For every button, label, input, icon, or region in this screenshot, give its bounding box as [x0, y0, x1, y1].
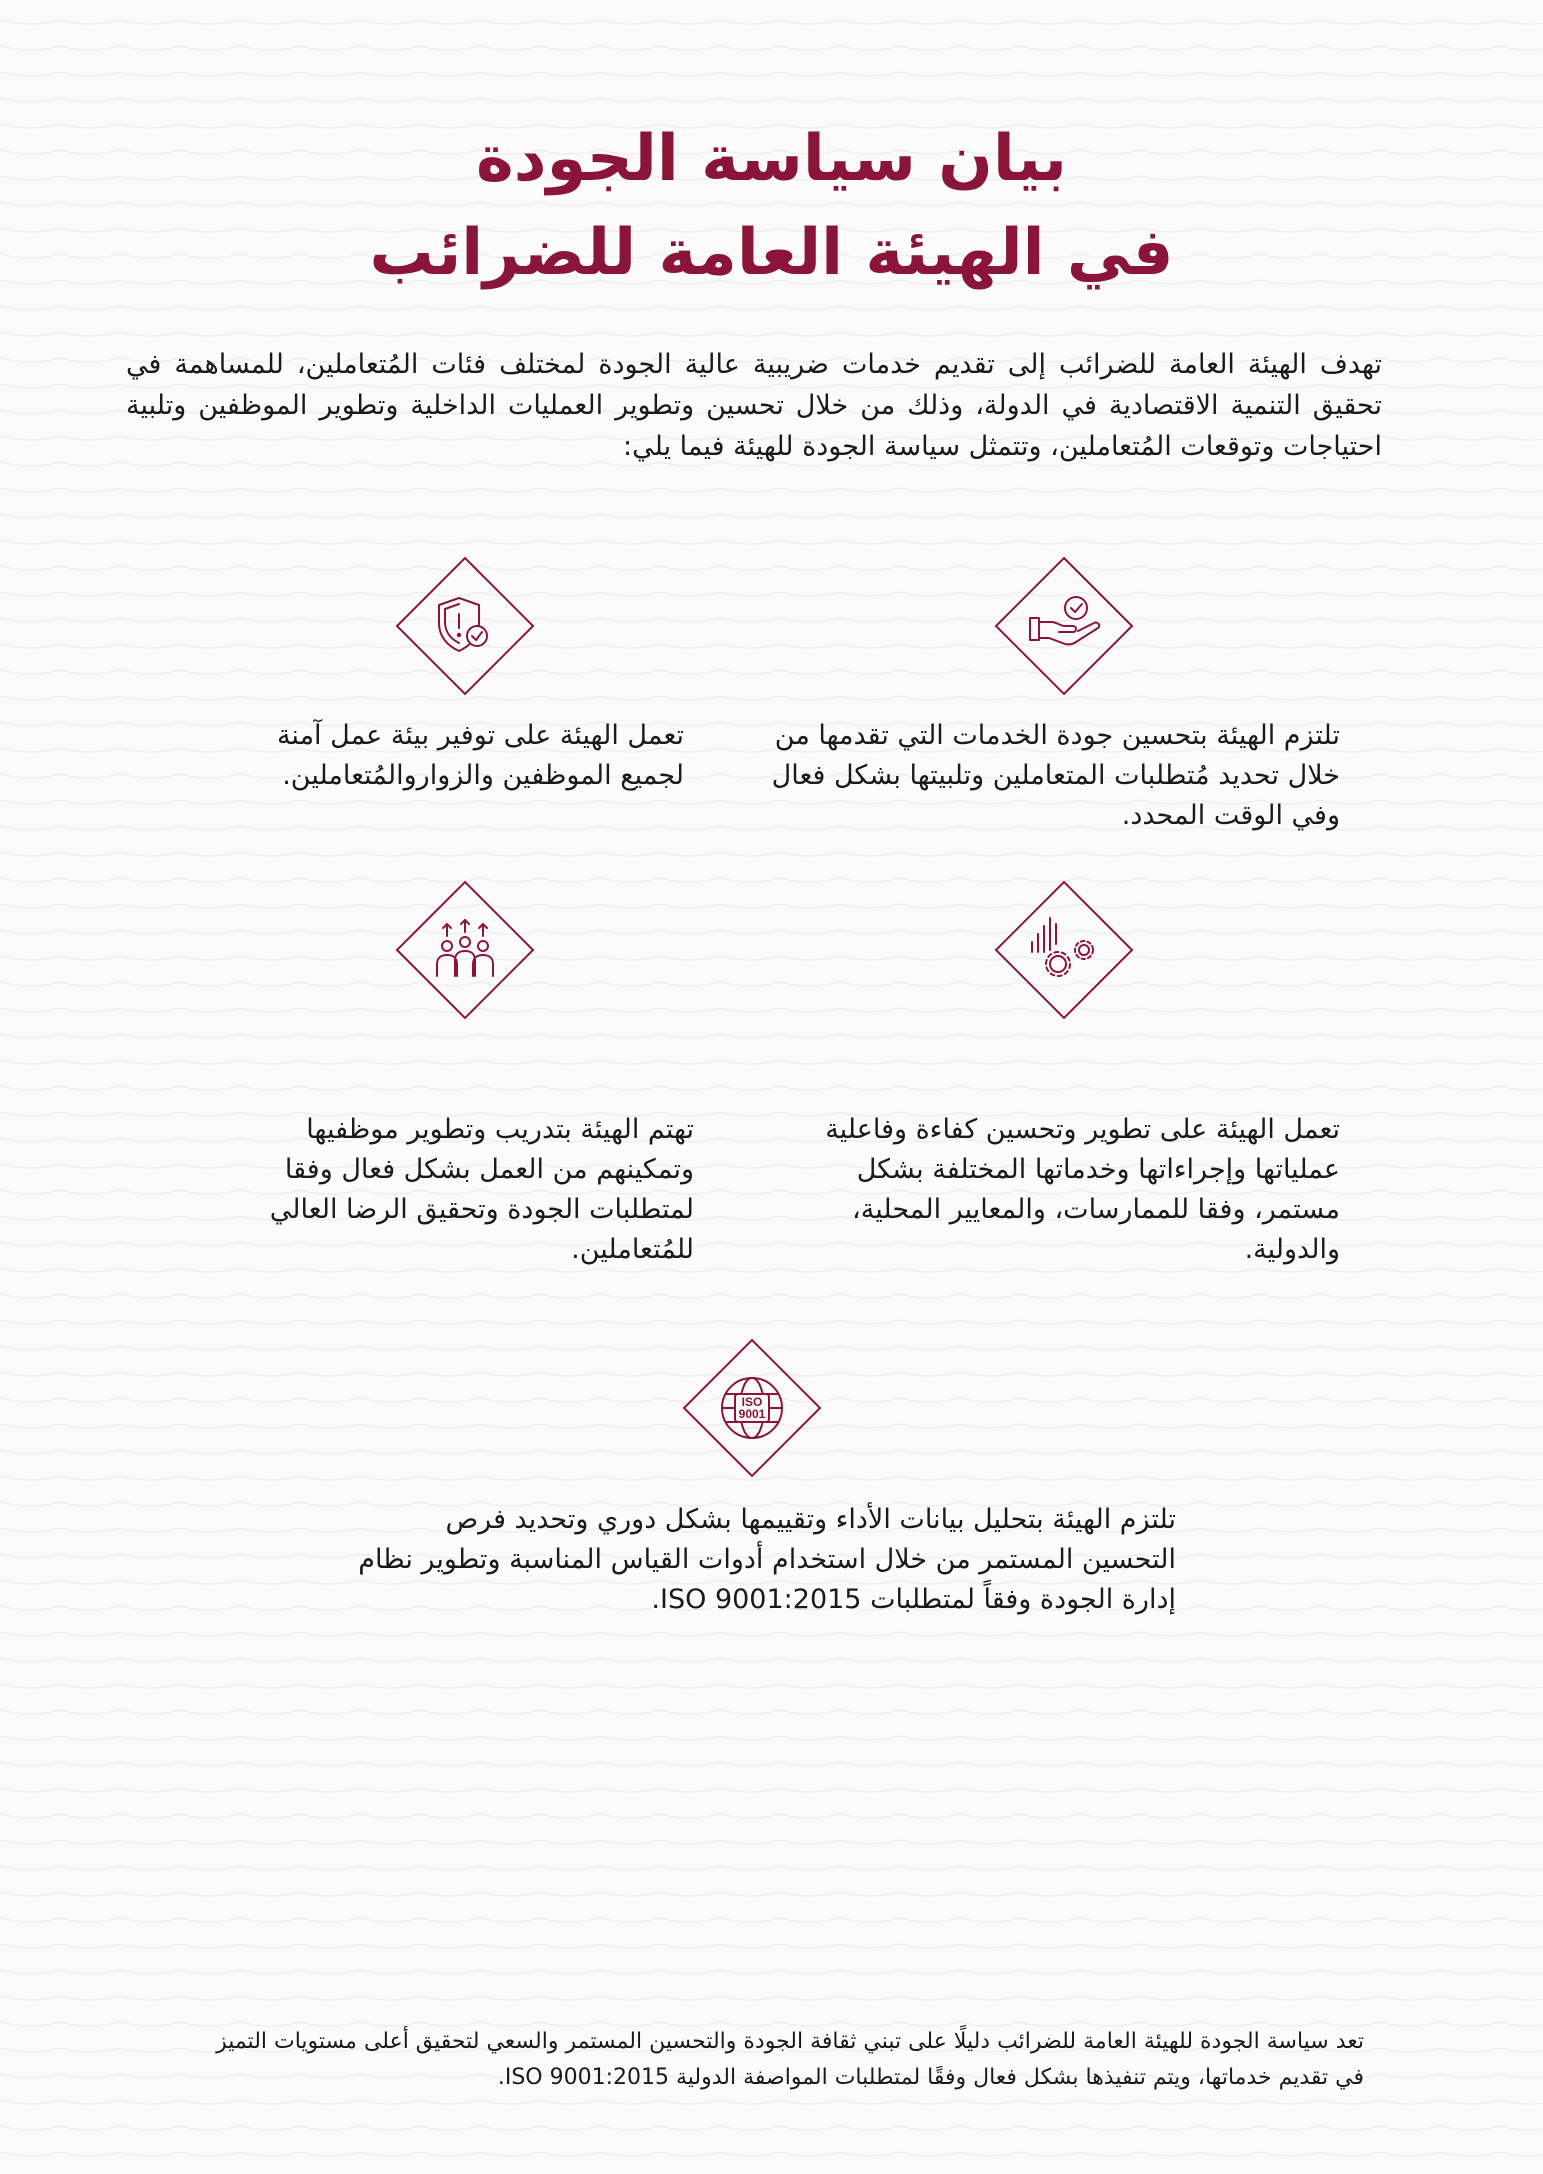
- policy-item-2-text: تعمل الهيئة على توفير بيئة عمل آمنة لجميع الموظفين والزواروالمُتعاملين.: [276, 720, 684, 791]
- gears-growth-icon: [994, 880, 1134, 1020]
- iso-label-bottom: 9001: [738, 1407, 766, 1421]
- iso-globe-icon: [682, 1338, 822, 1478]
- iso-label-top: ISO: [741, 1395, 763, 1409]
- page-title: [0, 112, 1543, 300]
- policy-item-1-text: تلتزم الهيئة بتحسين جودة الخدمات التي تقدمها من خلال تحديد مُتطلبات المتعاملين وتلبيتها بشكل فعال وفي الوقت المحدد.: [771, 720, 1340, 831]
- policy-item-5-text: تلتزم الهيئة بتحليل بيانات الأداء وتقييمها بشكل دوري وتحديد فرص التحسين المستمر من خلال استخدام أدوات القياس المناسبة وتطوير نظام إدارة الجودة وفقاً لمتطلبات ISO 9001:2015.: [358, 1504, 1176, 1615]
- footer-statement: تعد سياسة الجودة للهيئة العامة للضرائب دليلًا على تبني ثقافة الجودة والتحسين المستمر والسعي لتحقيق أعلى مستويات التميز في تقديم خدماتها، ويتم تنفيذها بشكل فعال وفقًا لمتطلبات المواصفة الدولية ISO 9001:2015.: [216, 2029, 1364, 2090]
- policy-item-4-text: تهتم الهيئة بتدريب وتطوير موظفيها وتمكينهم من العمل بشكل فعال وفقا لمتطلبات الجودة وتحقيق الرضا العالي للمُتعاملين.: [269, 1114, 694, 1265]
- title-line-1: بيان سياسة الجودة: [475, 122, 1068, 196]
- shield-check-icon: [395, 556, 535, 696]
- title-line-2: في الهيئة العامة للضرائب: [369, 216, 1174, 290]
- intro-paragraph: تهدف الهيئة العامة للضرائب إلى تقديم خدمات ضريبية عالية الجودة لمختلف فئات المُتعاملين، للمساهمة في تحقيق التنمية الاقتصادية في الدولة، وذلك من خلال تحسين وتطوير العمليات الداخلية وتطوير الموظفين وتلبية احتياجات وتوقعات المُتعاملين، وتتمثل سياسة الجودة للهيئة فيما يلي:: [126, 349, 1382, 462]
- policy-item-3-text: تعمل الهيئة على تطوير وتحسين كفاءة وفاعلية عملياتها وإجراءاتها وخدماتها المختلفة بشكل مستمر، وفقا للممارسات، والمعايير المحلية، والدولية.: [825, 1114, 1340, 1265]
- hand-check-icon: [994, 556, 1134, 696]
- team-growth-icon: [395, 880, 535, 1020]
